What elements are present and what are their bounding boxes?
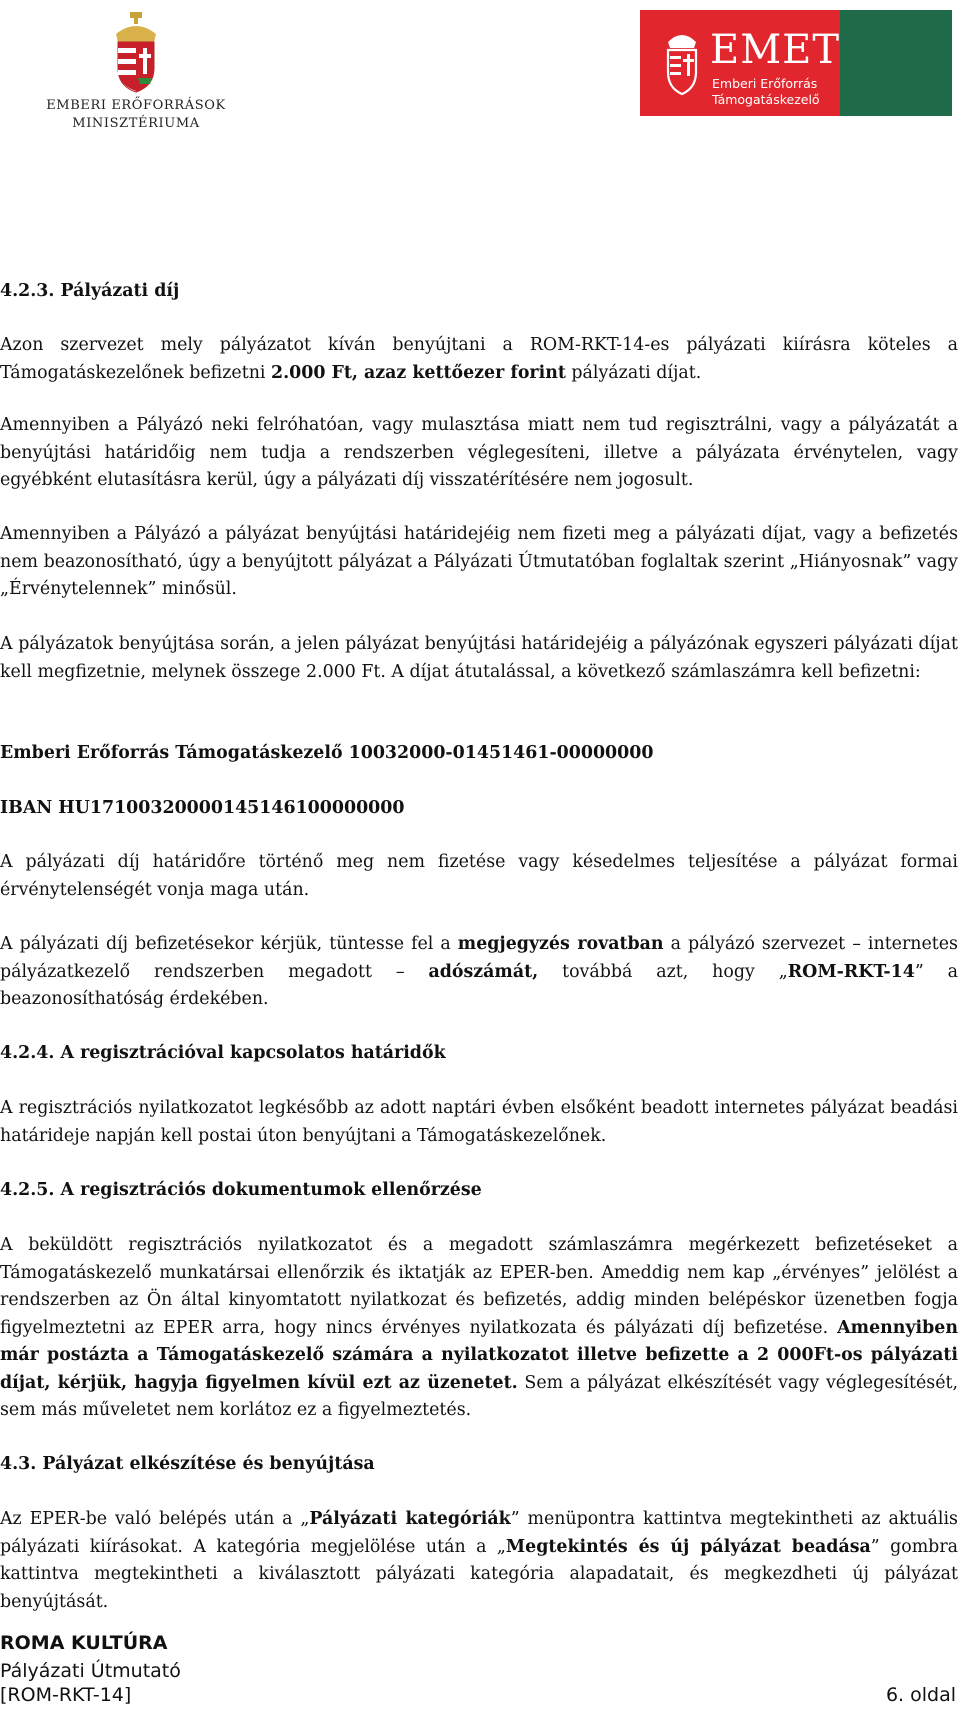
note-field-label: megjegyzés rovatban	[457, 934, 664, 954]
emmi-logo-line2: MINISZTÉRIUMA	[72, 116, 200, 131]
hungarian-coat-of-arms-icon	[110, 12, 162, 94]
emet-logo	[640, 10, 952, 116]
paragraph-document-check	[0, 1232, 958, 1425]
emet-logo-sub2: Támogatáskezelő	[712, 92, 820, 107]
check-warning-bold: Amennyiben már postázta a Támogatáskezelő számára a nyilatkozatot illetve befizette a 2 000Ft-os pályázati díjat, kérjük, hagyja figyelmen kívül ezt az üzenetet.	[0, 1317, 958, 1393]
note-text-g: ” a beazonosíthatóság érdekében.	[0, 961, 958, 1009]
emet-crest-icon	[662, 26, 702, 96]
eper-text-c: ” menüpontra kattintva megtekintheti az aktuális pályázati kiírásokat. A kategória megjelölése után a „	[0, 1509, 958, 1557]
heading-4-2-5: 4.2.5. A regisztrációs dokumentumok ellenőrzése	[0, 1180, 482, 1200]
note-program-code: ROM-RKT-14	[787, 961, 915, 982]
heading-4-2-3: 4.2.3. Pályázati díj	[0, 281, 180, 301]
check-text-a: A beküldött regisztrációs nyilatkozatot és a megadott számlaszámra megérkezett befizetéseket a Támogatáskezelő munkatársai ellenőrzik és iktatják az EPER-ben. Ameddig nem kap „érvényes” jelölést a rendszerben az Ön által kinyomtatott nyilatkozat és befizetés, addig minden belépéskor üzenetben fogja figyelmeztetni az EPER arra, hogy nincs érvényes nyilatkozata és pályázati díj befizetése.	[0, 1235, 958, 1338]
paragraph-payment-note	[0, 931, 958, 1014]
paragraph-fee-obligation	[0, 332, 958, 387]
note-text-c: a pályázó szervezet – internetes pályázatkezelő rendszerben megadott –	[0, 934, 958, 982]
emet-logo-green-panel	[840, 10, 952, 116]
note-tax-number: adószámát,	[428, 961, 539, 982]
iban: IBAN HU17100320000145146100000000	[0, 798, 405, 818]
paragraph-late-payment: A pályázati díj határidőre történő meg nem fizetése vagy késedelmes teljesítése a pályázat formai érvénytelenségét vonja maga után.	[0, 852, 958, 900]
emet-logo-sub1: Emberi Erőforrás	[712, 76, 818, 91]
paragraph-eper-submission	[0, 1506, 958, 1616]
paragraph-payment-instructions: A pályázatok benyújtása során, a jelen pályázat benyújtási határidejéig a pályázónak egyszeri pályázati díjat kell megfizetnie, melynek összege 2.000 Ft. A díjat átutalással, a következő számlaszámra kell befizetni:	[0, 634, 958, 682]
note-text-e: továbbá azt, hogy „	[538, 961, 788, 982]
heading-4-3: 4.3. Pályázat elkészítése és benyújtása	[0, 1454, 375, 1474]
footer-title: ROMA KULTÚRA	[0, 1632, 168, 1654]
note-text-a: A pályázati díj befizetésekor kérjük, tüntesse fel a	[0, 934, 458, 954]
emet-logo-name: EMET	[710, 27, 841, 73]
footer-page-number: 6. oldal	[885, 1684, 956, 1706]
footer-subtitle: Pályázati Útmutató	[0, 1660, 181, 1682]
paragraph-no-refund: Amennyiben a Pályázó neki felróhatóan, vagy mulasztása miatt nem tud regisztrálni, vagy a pályázatát a benyújtási határidőig nem tudja a rendszerben véglegesíteni, illetve a pályázata érvénytelen, vagy egyébként elutasításra kerül, úgy a pályázati díj visszatérítésére nem jogosult.	[0, 415, 958, 490]
paragraph-registration-deadline: A regisztrációs nyilatkozatot legkésőbb az adott naptári évben elsőként beadott internetes pályázat beadási határideje napján kell postai úton benyújtani a Támogatáskezelőnek.	[0, 1098, 958, 1146]
emmi-logo	[46, 12, 226, 137]
footer-code: [ROM-RKT-14]	[0, 1684, 132, 1706]
fee-amount: 2.000 Ft, azaz kettőezer forint	[271, 362, 566, 383]
eper-text-e: ” gombra kattintva megtekintheti a kiválasztott pályázati kategória alapadatait, és megkezdheti új pályázat benyújtását.	[0, 1536, 958, 1612]
fee-text-a: Azon szervezet mely pályázatot kíván benyújtani a ROM-RKT-14-es pályázati kiírásra köteles a Támogatáskezelőnek befizetni	[0, 335, 958, 383]
eper-text-a: Az EPER-be való belépés után a „	[0, 1509, 310, 1529]
check-text-c: Sem a pályázat elkészítését vagy véglegesítését, sem más műveletet nem korlátoz ez a figyelmeztetés.	[0, 1372, 958, 1420]
paragraph-invalid-if-unpaid: Amennyiben a Pályázó a pályázat benyújtási határidejéig nem fizeti meg a pályázati díjat, vagy a befizetés nem beazonosítható, úgy a benyújtott pályázat a Pályázati Útmutatóban foglaltak szerint „Hiányosnak” vagy „Érvénytelennek” minősül.	[0, 524, 958, 599]
eper-button-label: Megtekintés és új pályázat beadása	[505, 1536, 871, 1557]
fee-text-c: pályázati díjat.	[565, 362, 702, 383]
heading-4-2-4: 4.2.4. A regisztrációval kapcsolatos határidők	[0, 1043, 446, 1063]
eper-menu-label: Pályázati kategóriák	[309, 1509, 511, 1529]
emmi-logo-line1: EMBERI ERŐFORRÁSOK	[46, 98, 226, 113]
bank-account: Emberi Erőforrás Támogatáskezelő 10032000-01451461-00000000	[0, 743, 654, 763]
